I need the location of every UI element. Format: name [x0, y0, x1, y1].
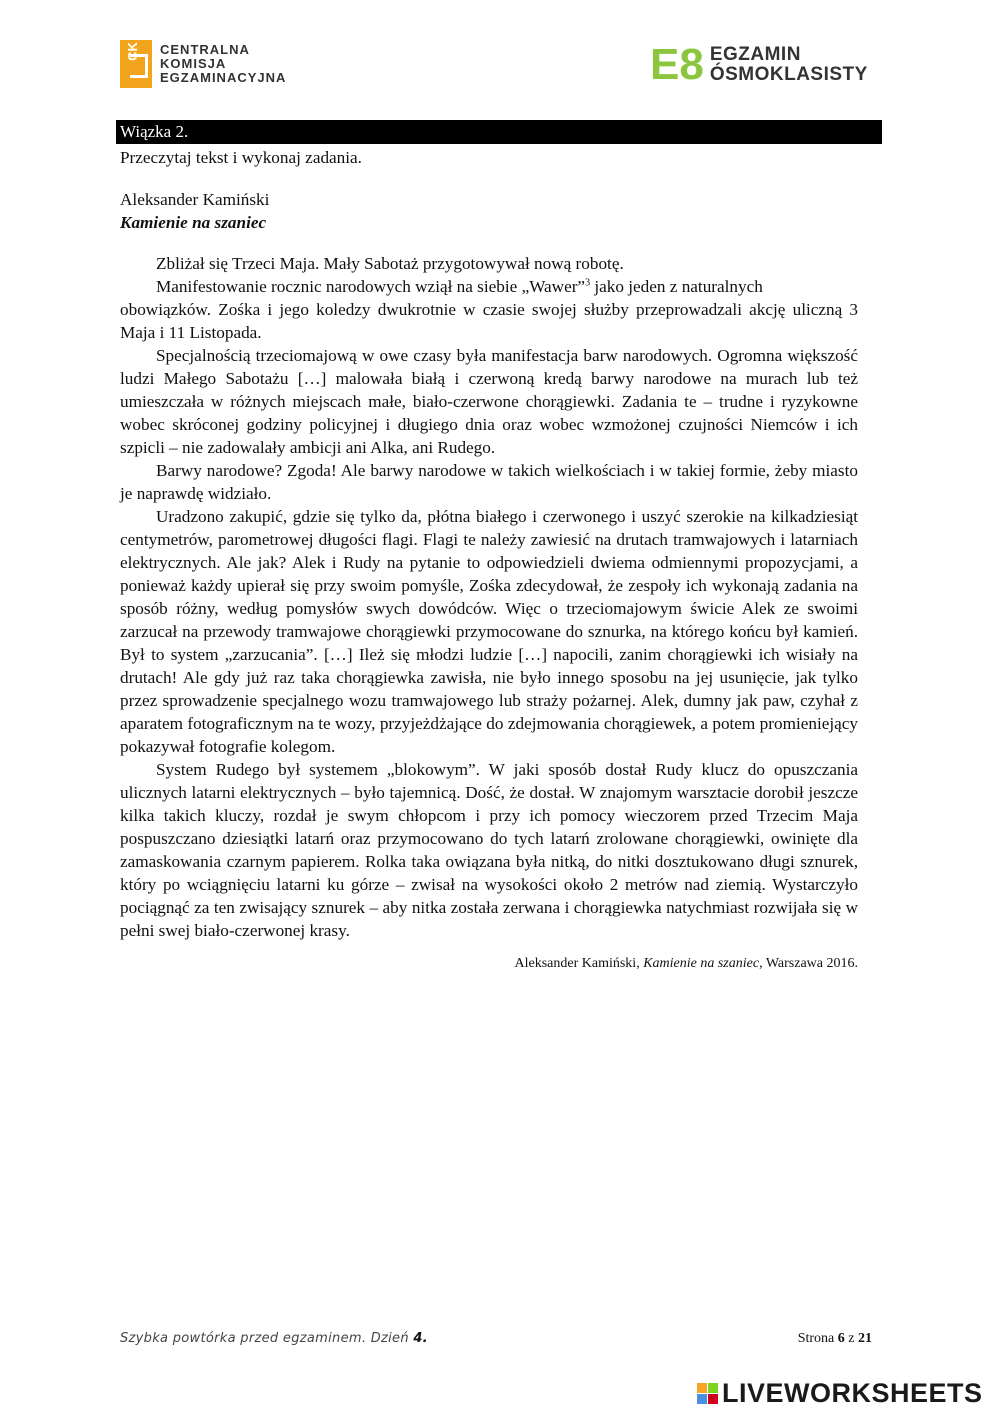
paragraph: Specjalnością trzeciomajową w owe czasy była manifestacja barw narodowych. Ogromna większość ludzi Małego Sabotażu […] malowała białą i czerwoną kredą barwy narodowe na murach lub też umieszczała w różnych miejscach małe, biało-czerwone chorągiewki. Zadania te – trudne i ryzykowne wobec skróconej godziny policyjnej i długiego dnia oraz wobec wzmożonej czujności Niemców i ich szpicli – nie zadowalały ambicji ani Alka, ani Rudego.	[120, 346, 858, 457]
source-citation: Aleksander Kamiński, Kamienie na szaniec, Warszawa 2016.	[514, 956, 858, 971]
e8-logo-mark: E8	[650, 40, 704, 89]
paragraph: Uradzono zakupić, gdzie się tylko da, płótna białego i czerwonego i uszyć szerokie na kilkadziesiąt centymetrów, parometrowej długości flagi. Flagi te należy zawiesić na drutach tramwajowych i latarniach elektrycznych. Ale jak? Alek i Rudy na pytanie to odpowiedzieli dwiema odmiennymi propozycjami, a ponieważ każdy upierał się przy swoim pomyśle, Zośka zdecydował, że zespoły ich wykonają zadania na sposób różny, według pomysłów swych dowódców. Więc o trzeciomajowym świcie Alek ze swoimi zarzucał na przewody tramwajowe chorągiewki przymocowane do sznurka, na którego końcu był kamień. Był to system „zarzucania”. […] Ileż się młodzi ludzie […] napocili, zanim chorągiewki ich wisiały na drutach! Ale gdy już raz taka chorągiewka zawisła, nie było innego sposobu na jej usunięcie, jak tylko przez sprowadzenie specjalnego wozu tramwajowego lub straży pożarnej. Alek, dumny jak paw, czyhał z aparatem fotograficznym na te wozy, przyjeżdżające do zdejmowania chorągiewek, a potem promieniejący pokazywał fotografie kolegom.	[120, 507, 858, 756]
footer-tagline: Szybka powtórka przed egzaminem. Dzień 4.	[120, 1331, 428, 1346]
cke-logo	[120, 40, 286, 88]
paragraph: Barwy narodowe? Zgoda! Ale barwy narodowe w takich wielkościach i w takiej formie, żeby miasto je naprawdę widziało.	[120, 461, 858, 503]
instruction: Przeczytaj tekst i wykonaj zadania.	[120, 148, 362, 167]
cke-logo-mark: CK	[120, 40, 152, 88]
e8-logo-text: EGZAMIN ÓSMOKLASISTY	[709, 44, 868, 85]
e8-logo	[650, 40, 868, 89]
liveworksheets-text: LIVEWORKSHEETS	[722, 1378, 983, 1408]
paragraph: Manifestowanie rocznic narodowych wziął na siebie „Wawer”$^3$ jako jeden z naturalnych	[156, 277, 763, 296]
cke-logo-text: CENTRALNA KOMISJA EGZAMINACYJNA	[160, 42, 287, 85]
liveworksheets-logo-icon	[697, 1383, 718, 1404]
document-body	[120, 146, 858, 974]
paragraph: Zbliżał się Trzeci Maja. Mały Sabotaż przygotowywał nową robotę.	[156, 254, 624, 273]
work-title: Kamienie na szaniec	[120, 213, 267, 232]
page-header	[0, 0, 1000, 110]
paragraph-continuation: obowiązków. Zośka i jego koledzy dwukrotnie w czasie swojej służby przeprowadzali akcję uliczną 3 Maja i 11 Listopada.	[120, 300, 858, 342]
work-author: Aleksander Kamiński	[120, 190, 270, 209]
liveworksheets-watermark	[697, 1378, 983, 1409]
excerpt-text	[120, 252, 858, 942]
page-footer	[120, 1331, 872, 1351]
footnote-ref: 3	[585, 277, 591, 289]
page-number: Strona 6 z 21	[797, 1331, 872, 1346]
section-title-bar: Wiązka 2.	[116, 120, 882, 144]
paragraph: System Rudego był systemem „blokowym”. W jaki sposób dostał Rudy klucz do opuszczania ulicznych latarni elektrycznych – było tajemnicą. Dość, że dostał. W znajomym warsztacie dorobił jeszcze kilka takich kluczy, rozdał je swym chłopcom i przy ich pomocy wieczorem przed Trzecim Maja pospuszczano dziesiątki latarń oraz przymocowano do tych latarń zrolowane chorągiewki, owinięte dla zamaskowania czarnym papierem. Rolka taka owiązana była nitką, do nitki dosztukowano długi sznurek, który po wciągnięciu latarni ku górze – zwisał na wysokości około 2 metrów nad ziemią. Wystarczyło pociągnąć za ten zwisający sznurek – aby nitka została zerwana i chorągiewka natychmiast rozwijała się w pełni swej biało-czerwonej krasy.	[120, 760, 858, 940]
